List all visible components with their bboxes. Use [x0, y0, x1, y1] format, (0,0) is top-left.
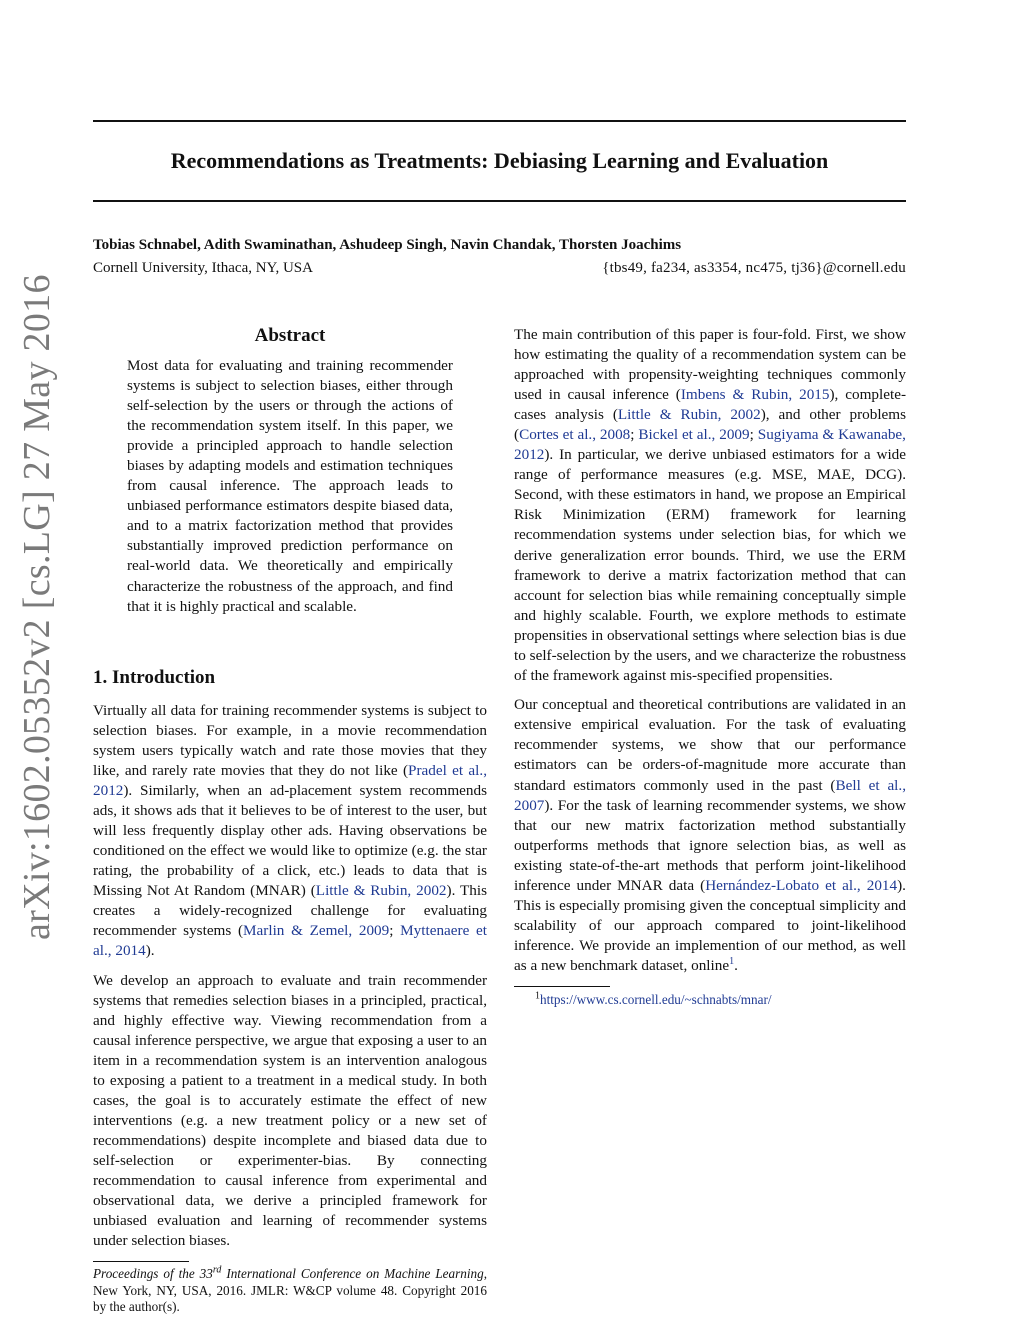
title-bottom-rule	[93, 200, 906, 202]
citation-link[interactable]: Bell et al., 2007	[514, 776, 906, 814]
arxiv-stamp: arXiv:1602.05352v2 [cs.LG] 27 May 2016	[16, 274, 58, 940]
intro-paragraph-3: The main contribution of this paper is four-fold. First, we show how estimating the quality of a recommendation system can be approached with propensity-weighting techniques commonly used in causal inference (Imbens & Rubin, 2015), complete-cases analysis (Little & Rubin, 2002), and other problems (Cortes et al., 2008; Bickel et al., 2009; Sugiyama & Kawanabe, 2012). In particular, we derive unbiased estimators for a wide range of performance measures (e.g. MSE, MAE, DCG). Second, with these estimators in hand, we propose an Empirical Risk Minimization (ERM) framework for learning recommendation systems under selection bias, for which we derive generalization error bounds. Third, we use the ERM framework to derive a matrix factorization method that can account for selection bias while remaining conceptually simple and highly scalable. Fourth, we explore methods to estimate propensities in observational settings where selection bias is due to self-selection by the users, and we characterize the robustness of the framework against mis-specified propensities.	[514, 326, 907, 684]
author-list: Tobias Schnabel, Adith Swaminathan, Ashudeep Singh, Navin Chandak, Thorsten Joachims	[93, 237, 682, 253]
footnote-rule	[93, 1261, 189, 1262]
footnote-1: $^1$https://www.cs.cornell.edu/~schnabts/mnar/	[535, 990, 772, 1007]
citation-link[interactable]: Little & Rubin, 2002	[315, 882, 447, 900]
intro-paragraph-4: Our conceptual and theoretical contributions are validated in an extensive empirical evaluation. For the task of evaluating recommender systems, we show that our performance estimators can be orders-of-magnitude more accurate than standard estimators commonly used in the past (Bell et al., 2007). For the task of learning recommender systems, we show that our new matrix factorization method substantially outperforms methods that ignore selection bias, as well as existing state-of-the-art methods that perform joint-likelihood inference under MNAR data (Hernández-Lobato et al., 2014). This is especially promising given the conceptual simplicity and scalability of our approach compared to joint-likelihood inference. We provide an implemention of our method, as well as a new benchmark dataset, online$^1$.	[514, 696, 906, 974]
intro-paragraph-1: Virtually all data for training recommender systems is subject to selection biases. For example, in a movie recommendation system users typically watch and rate those movies that they like, and rarely rate movies that they do not like (Pradel et al., 2012). Similarly, when an ad-placement system recommends ads, it shows ads that it believes to be of interest to the user, but will less frequently display other ads. Having observations be conditioned on the effect we would like to optimize (e.g. the star rating, the probability of a click, etc.) leads to data that is Missing Not At Random (MNAR) (Little & Rubin, 2002). This creates a widely-recognized challenge for evaluating recommender systems (Marlin & Zemel, 2009; Myttenaere et al., 2014).	[93, 701, 487, 960]
footnote-rule	[514, 986, 610, 987]
citation-link[interactable]: Hernández-Lobato et al., 2014	[705, 876, 898, 894]
abstract-heading: Abstract	[254, 325, 326, 346]
author-emails: {tbs49, fa234, as3354, nc475, tj36}@cornell.edu	[602, 260, 906, 276]
citation-link[interactable]: Marlin & Zemel, 2009	[243, 922, 390, 940]
abstract-body: Most data for evaluating and training recommender systems is subject to selection biases, either through self-selection by the users or through the actions of the recommendation system itself. In this paper, we provide a principled approach to handle selection biases by adapting models and estimation techniques from causal inference. The approach leads to unbiased performance estimators despite biased data, and to a matrix factorization method that provides substantially improved prediction performance on real-world data. We theoretically and empirically characterize the robustness of the approach, and find that it is highly practical and scalable.	[127, 357, 453, 615]
affiliation: Cornell University, Ithaca, NY, USA	[93, 260, 313, 276]
citation-link[interactable]: Pradel et al., 2012	[93, 761, 487, 799]
left-column	[93, 325, 487, 1316]
citation-link[interactable]: Little & Rubin, 2002	[617, 406, 761, 424]
citation-link[interactable]: Imbens & Rubin, 2015	[680, 386, 830, 404]
footnote-url-link[interactable]: https://www.cs.cornell.edu/~schnabts/mnar/	[540, 992, 772, 1007]
intro-paragraph-2: We develop an approach to evaluate and train recommender systems that remedies selection biases in a principled, practical, and highly effective way. Viewing recommendation from a causal inference perspective, we argue that exposing a user to an item in a recommendation system is an intervention analogous to exposing a patient to a treatment in a medical study. In both cases, the goal is to accurately estimate the effect of new interventions (e.g. a new treatment policy or a new set of recommendations) despite incomplete and biased data due to self-selection or experimenter-bias. By connecting recommendation to causal inference from experimental and observational data, we derive a principled framework for unbiased evaluation and learning of recommender systems under selection biases.	[93, 971, 487, 1250]
top-rule	[93, 120, 906, 122]
proceedings-note: Proceedings of the 33rd International Conference on Machine Learning, New York, NY, USA, 2016. JMLR: W&CP volume 48. Copyright 2016 by the author(s).	[93, 1264, 487, 1315]
section-heading-introduction: 1. Introduction	[93, 666, 216, 688]
citation-link[interactable]: Bickel et al., 2009	[638, 426, 750, 444]
citation-link[interactable]: Cortes et al., 2008	[519, 426, 631, 444]
paper-title: Recommendations as Treatments: Debiasing Learning and Evaluation	[170, 148, 829, 173]
footnote-marker[interactable]: 1	[729, 955, 735, 967]
citation-link[interactable]: Sugiyama & Kawanabe, 2012	[514, 426, 906, 464]
citation-link[interactable]: Myttenaere et al., 2014	[93, 922, 487, 960]
right-column	[514, 325, 906, 1008]
